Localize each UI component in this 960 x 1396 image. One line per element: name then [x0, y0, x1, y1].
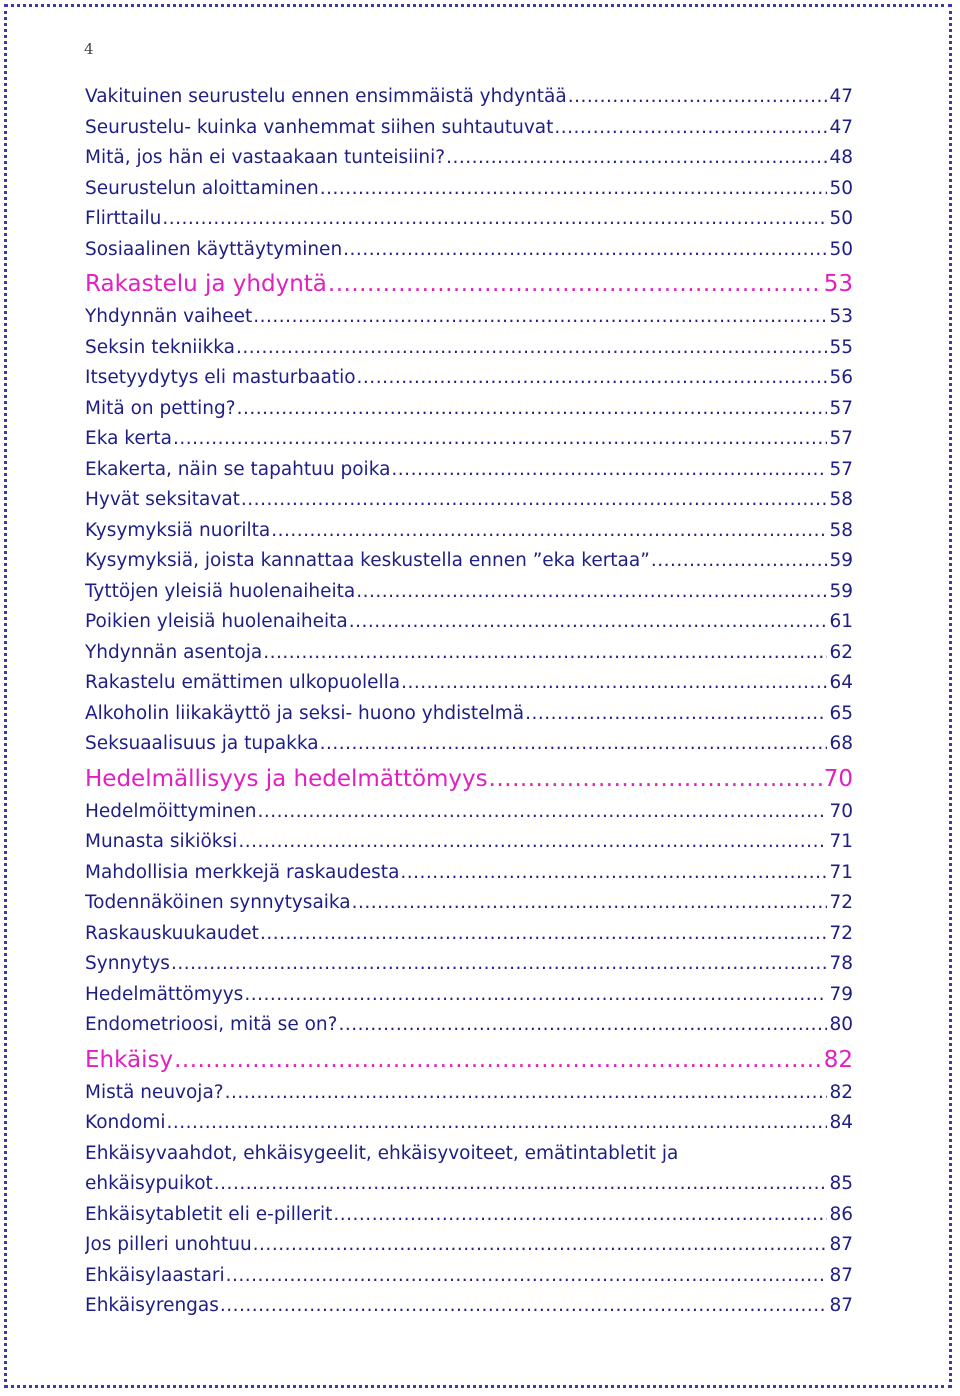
toc-leader-dots — [525, 699, 827, 730]
toc-entry[interactable] — [85, 577, 853, 608]
toc-leader-dots — [338, 1010, 827, 1041]
toc-leader-dots — [171, 949, 828, 980]
toc-leader-dots — [220, 1291, 828, 1322]
toc-entry[interactable] — [85, 699, 853, 730]
toc-entry-page: 87 — [829, 1234, 853, 1255]
toc-entry-title: Flirttailu — [85, 208, 162, 229]
toc-entry-title: Ehkäisyrengas — [85, 1295, 219, 1316]
toc-leader-dots — [241, 485, 828, 516]
toc-entry-page: 59 — [829, 550, 853, 571]
toc-leader-dots — [400, 858, 827, 889]
toc-leader-dots — [356, 577, 827, 608]
toc-entry[interactable] — [85, 546, 853, 577]
toc-chapter-title: Rakastelu ja yhdyntä — [85, 271, 327, 297]
toc-entry-title: Mistä neuvoja? — [85, 1081, 224, 1103]
toc-entry-page: 71 — [829, 831, 853, 852]
toc-chapter-page: 70 — [823, 765, 853, 792]
toc-leader-dots — [173, 424, 828, 455]
toc-entry-page: 72 — [829, 922, 853, 944]
toc-entry-title: Synnytys — [85, 953, 170, 974]
toc-entry[interactable] — [85, 1078, 853, 1109]
toc-chapter-entry[interactable] — [85, 1042, 853, 1078]
toc-entry[interactable] — [85, 638, 853, 669]
toc-leader-dots — [271, 516, 827, 547]
toc-entry[interactable] — [85, 235, 853, 266]
toc-entry-title: Mitä on petting? — [85, 397, 236, 419]
toc-entry-title: Munasta sikiöksi — [85, 831, 238, 852]
toc-entry-title: Hyvät seksitavat — [85, 489, 240, 510]
toc-leader-dots — [343, 235, 827, 266]
page-number: 4 — [84, 40, 94, 58]
toc-leader-dots — [238, 827, 827, 858]
toc-entry-page: 64 — [829, 672, 853, 693]
toc-entry-title: Seurustelun aloittaminen — [85, 177, 319, 199]
toc-entry[interactable] — [85, 82, 853, 113]
toc-entry-line[interactable] — [85, 1139, 853, 1170]
toc-leader-dots — [349, 607, 828, 638]
toc-entry-page: 56 — [829, 367, 853, 388]
toc-chapter-title: Hedelmällisyys ja hedelmättömyys — [85, 765, 488, 792]
toc-leader-dots — [651, 546, 828, 577]
toc-entry-page: 50 — [829, 208, 853, 229]
toc-entry-title: Hedelmättömyys — [85, 983, 244, 1005]
toc-chapter-page: 82 — [823, 1046, 853, 1073]
toc-entry-page: 78 — [829, 953, 853, 974]
toc-entry[interactable] — [85, 424, 853, 455]
toc-entry-page: 50 — [829, 177, 853, 199]
toc-leader-dots — [162, 204, 827, 235]
toc-entry[interactable] — [85, 668, 853, 699]
toc-entry-page: 47 — [829, 86, 853, 107]
toc-entry[interactable] — [85, 858, 853, 889]
toc-leader-dots — [258, 797, 828, 828]
toc-entry[interactable] — [85, 1230, 853, 1261]
toc-entry-title: Raskauskuukaudet — [85, 922, 259, 944]
toc-entry-title: Sosiaalinen käyttäytyminen — [85, 238, 343, 260]
toc-entry-title: Eka kerta — [85, 428, 172, 449]
toc-entry[interactable] — [85, 729, 853, 760]
toc-entry-title: Todennäköinen synnytysaika — [85, 892, 351, 913]
toc-leader-dots — [214, 1169, 828, 1200]
toc-entry-title: Jos pilleri unohtuu — [85, 1234, 252, 1255]
toc-entry[interactable] — [85, 1291, 853, 1322]
toc-entry-title: Endometrioosi, mitä se on? — [85, 1014, 338, 1035]
toc-entry-page: 82 — [829, 1081, 853, 1103]
toc-entry-page: 79 — [829, 983, 853, 1005]
toc-entry-title: Vakituinen seurustelu ennen ensimmäistä yhdyntää — [85, 86, 567, 107]
toc-entry[interactable] — [85, 302, 853, 333]
toc-leader-dots — [225, 1078, 828, 1109]
toc-entry-title: Seksuaalisuus ja tupakka — [85, 733, 319, 754]
toc-entry-title: Kysymyksiä nuorilta — [85, 519, 271, 541]
toc-entry-page: 68 — [829, 733, 853, 754]
toc-entry-page: 48 — [829, 147, 853, 168]
toc-chapter-title: Ehkäisy — [85, 1046, 174, 1073]
toc-entry[interactable] — [85, 174, 853, 205]
toc-leader-dots — [328, 266, 822, 302]
toc-entry-title: Seksin tekniikka — [85, 336, 236, 358]
toc-entry-title: Kysymyksiä, joista kannattaa keskustella ennen ”eka kertaa” — [85, 550, 650, 571]
toc-leader-dots — [352, 888, 828, 919]
toc-entry-title: Hedelmöittyminen — [85, 800, 257, 822]
toc-entry-page: 87 — [829, 1264, 853, 1286]
toc-entry-title: Poikien yleisiä huolenaiheita — [85, 611, 348, 632]
toc-leader-dots — [333, 1200, 827, 1231]
toc-entry-page: 87 — [829, 1295, 853, 1316]
toc-entry-page: 57 — [829, 428, 853, 449]
toc-entry[interactable] — [85, 333, 853, 364]
toc-entry-page: 47 — [829, 116, 853, 138]
toc-entry-title: Ehkäisyvaahdot, ehkäisygeelit, ehkäisyvoiteet, emätintabletit ja — [85, 1142, 679, 1164]
toc-entry[interactable] — [85, 607, 853, 638]
toc-entry-page: 85 — [829, 1173, 853, 1194]
toc-leader-dots — [320, 174, 828, 205]
toc-entry-title: Mitä, jos hän ei vastaakaan tunteisiini? — [85, 147, 446, 168]
toc-chapter-page: 53 — [823, 271, 853, 297]
toc-entry[interactable] — [85, 1200, 853, 1231]
toc-entry-title-continued: ehkäisypuikot — [85, 1173, 213, 1194]
toc-entry-page: 58 — [829, 519, 853, 541]
toc-entry[interactable] — [85, 919, 853, 950]
table-of-contents — [85, 82, 853, 1322]
toc-entry[interactable] — [85, 394, 853, 425]
toc-entry[interactable] — [85, 1108, 853, 1139]
toc-entry[interactable] — [85, 113, 853, 144]
toc-leader-dots — [236, 333, 827, 364]
toc-leader-dots — [244, 980, 827, 1011]
toc-entry-page: 71 — [829, 861, 853, 883]
toc-entry-page: 62 — [829, 641, 853, 663]
toc-entry-title: Yhdynnän asentoja — [85, 641, 263, 663]
toc-entry-page: 57 — [829, 458, 853, 480]
toc-entry[interactable] — [85, 827, 853, 858]
toc-entry[interactable] — [85, 516, 853, 547]
toc-leader-dots — [401, 668, 827, 699]
toc-entry-page: 59 — [829, 580, 853, 602]
toc-entry-page: 57 — [829, 397, 853, 419]
toc-entry-title: Yhdynnän vaiheet — [85, 306, 253, 327]
toc-chapter-entry[interactable] — [85, 266, 853, 302]
toc-entry[interactable] — [85, 204, 853, 235]
toc-leader-dots — [263, 638, 827, 669]
toc-entry-title: Seurustelu- kuinka vanhemmat siihen suhtautuvat — [85, 116, 554, 138]
toc-leader-dots — [554, 113, 827, 144]
toc-leader-dots — [174, 1042, 822, 1078]
toc-leader-dots — [253, 302, 827, 333]
toc-entry-page: 58 — [829, 489, 853, 510]
toc-entry-page: 50 — [829, 238, 853, 260]
toc-leader-dots — [166, 1108, 827, 1139]
toc-chapter-entry[interactable] — [85, 761, 853, 797]
toc-entry-page: 61 — [829, 611, 853, 632]
toc-entry[interactable] — [85, 980, 853, 1011]
toc-entry-title: Tyttöjen yleisiä huolenaiheita — [85, 580, 356, 602]
toc-leader-dots — [446, 143, 827, 174]
toc-entry[interactable] — [85, 485, 853, 516]
toc-entry-title: Ehkäisytabletit eli e-pillerit — [85, 1203, 333, 1225]
toc-entry[interactable] — [85, 455, 853, 486]
toc-entry-page: 53 — [829, 306, 853, 327]
toc-leader-dots — [253, 1230, 828, 1261]
toc-entry-title: Ekakerta, näin se tapahtuu poika — [85, 458, 391, 480]
toc-leader-dots — [391, 455, 827, 486]
toc-entry-title: Mahdollisia merkkejä raskaudesta — [85, 861, 400, 883]
toc-entry-title: Alkoholin liikakäyttö ja seksi- huono yhdistelmä — [85, 702, 525, 724]
toc-entry[interactable] — [85, 797, 853, 828]
toc-leader-dots — [357, 363, 828, 394]
toc-entry-page: 84 — [829, 1112, 853, 1133]
toc-leader-dots — [568, 82, 828, 113]
toc-entry-page: 55 — [829, 336, 853, 358]
toc-entry-page: 86 — [829, 1203, 853, 1225]
toc-entry-title: Kondomi — [85, 1112, 166, 1133]
toc-leader-dots — [237, 394, 828, 425]
toc-entry-title: Itsetyydytys eli masturbaatio — [85, 367, 356, 388]
toc-entry-page: 72 — [829, 892, 853, 913]
toc-entry[interactable] — [85, 143, 853, 174]
toc-leader-dots — [489, 761, 822, 797]
toc-entry-page: 80 — [829, 1014, 853, 1035]
toc-entry[interactable] — [85, 363, 853, 394]
toc-leader-dots — [260, 919, 828, 950]
toc-entry-page: 65 — [829, 702, 853, 724]
toc-entry-title: Ehkäisylaastari — [85, 1264, 225, 1286]
toc-leader-dots — [226, 1261, 828, 1292]
toc-entry[interactable] — [85, 1010, 853, 1041]
toc-entry[interactable] — [85, 1169, 853, 1200]
toc-entry[interactable] — [85, 888, 853, 919]
toc-entry[interactable] — [85, 1261, 853, 1292]
toc-entry-page: 70 — [829, 800, 853, 822]
toc-entry-title: Rakastelu emättimen ulkopuolella — [85, 672, 401, 693]
toc-entry[interactable] — [85, 949, 853, 980]
toc-leader-dots — [320, 729, 828, 760]
